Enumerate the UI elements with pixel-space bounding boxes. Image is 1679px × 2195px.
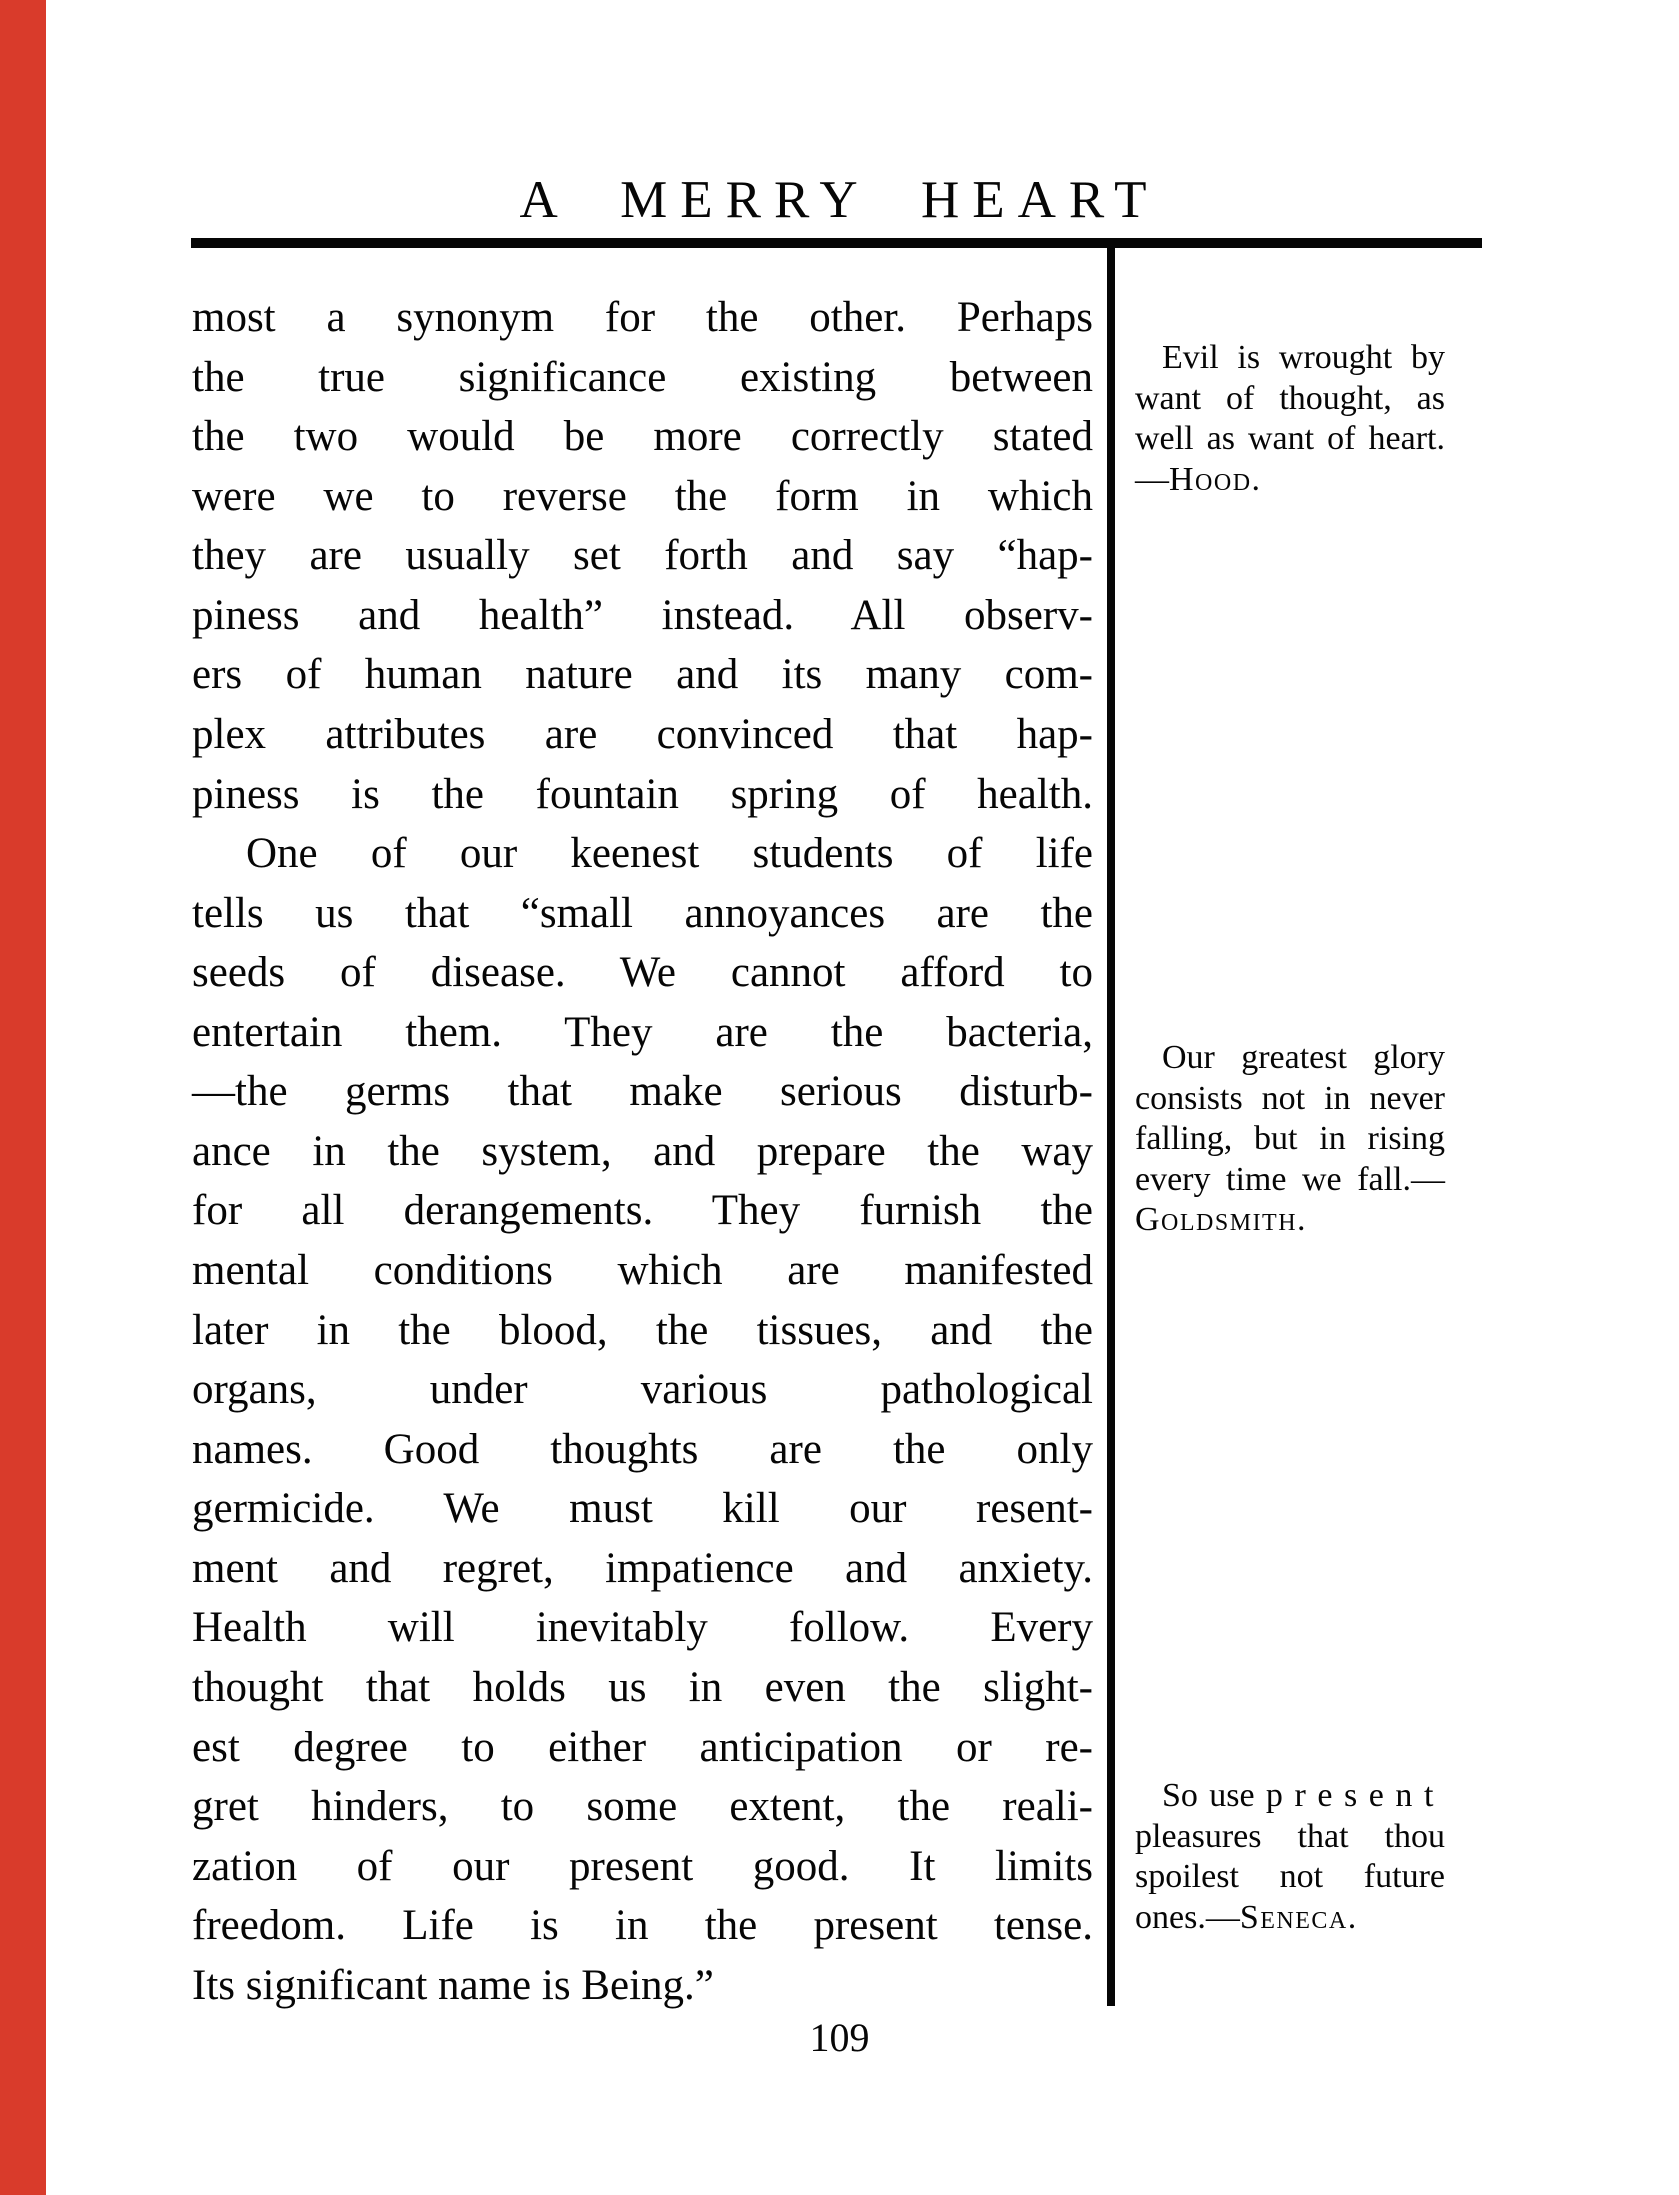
- quote-line: [1135, 1119, 1445, 1160]
- body-line: names. Good thoughts are the only: [192, 1425, 1093, 1473]
- title-rule: [191, 238, 1482, 248]
- body-line: later in the blood, the tissues, and the: [192, 1306, 1093, 1354]
- body-line: freedom. Life is in the present tense.: [192, 1902, 1093, 1950]
- body-line: tells us that “small annoyances are the: [192, 889, 1093, 937]
- body-line: ers of human nature and its many com-: [192, 651, 1093, 699]
- body-line: piness is the fountain spring of health.: [192, 770, 1093, 818]
- quote-text-segment: Hood.: [1169, 460, 1262, 498]
- quote-text-segment: Our greatest glory: [1162, 1039, 1445, 1076]
- scan-edge-red-strip: [0, 0, 46, 2195]
- quote-text-segment: spoilest not future: [1135, 1858, 1445, 1895]
- body-line: seeds of disease. We cannot afford to: [192, 949, 1093, 997]
- body-column: [192, 288, 1093, 2015]
- body-line: gret hinders, to some extent, the reali-: [192, 1783, 1093, 1831]
- quote-line: [1135, 419, 1445, 460]
- body-line: were we to reverse the form in which: [192, 472, 1093, 520]
- body-line: ance in the system, and prepare the way: [192, 1127, 1093, 1175]
- body-line: the true significance existing between: [192, 353, 1093, 401]
- body-line: Health will inevitably follow. Every: [192, 1604, 1093, 1652]
- body-line: zation of our present good. It limits: [192, 1842, 1093, 1890]
- body-line: One of our keenest students of life: [246, 830, 1093, 878]
- quote-text-segment: falling, but in rising: [1135, 1120, 1445, 1157]
- quote-text-segment: ones.—: [1135, 1898, 1240, 1936]
- body-line: mental conditions which are manifested: [192, 1247, 1093, 1294]
- body-line: ment and regret, impatience and anxiety.: [192, 1544, 1093, 1592]
- body-line: for all derangements. They furnish the: [192, 1187, 1093, 1235]
- body-line: —the germs that make serious disturb-: [192, 1068, 1093, 1116]
- quote-block-hood: [1135, 338, 1445, 500]
- quote-text-segment: want of thought, as: [1135, 379, 1445, 417]
- quote-text-segment: every time we fall.—: [1135, 1160, 1445, 1198]
- quote-text-segment: Evil is wrought by: [1162, 339, 1445, 376]
- quote-block-goldsmith: [1135, 1038, 1445, 1241]
- body-line: piness and health” instead. All observ-: [192, 591, 1093, 639]
- quote-text-segment: —: [1135, 460, 1169, 498]
- quote-text-segment: Goldsmith.: [1135, 1201, 1308, 1238]
- quote-line: [1135, 1038, 1445, 1079]
- quote-line: [1135, 1200, 1445, 1241]
- quote-line: [1135, 1817, 1445, 1858]
- quote-text-segment: consists not in never: [1135, 1079, 1445, 1117]
- quote-text-segment: present: [1265, 1777, 1445, 1814]
- quote-line: [1135, 1079, 1445, 1120]
- body-line: germicide. We must kill our resent-: [192, 1485, 1093, 1533]
- quote-line: [1135, 1857, 1445, 1898]
- quote-text-segment: So use: [1162, 1777, 1266, 1814]
- page-title: A MERRY HEART: [519, 171, 1160, 229]
- body-line: entertain them. They are the bacteria,: [192, 1008, 1093, 1056]
- body-line: Its significant name is Being.”: [192, 1961, 714, 2009]
- quote-text-segment: well as want of heart.: [1135, 420, 1445, 457]
- quote-line: [1135, 460, 1445, 501]
- quote-text-segment: Seneca.: [1239, 1898, 1358, 1936]
- body-line: est degree to either anticipation or re-: [192, 1723, 1093, 1771]
- body-line: the two would be more correctly stated: [192, 413, 1093, 461]
- page-number: 109: [809, 2015, 870, 2060]
- body-line: they are usually set forth and say “hap-: [192, 532, 1093, 580]
- quote-line: [1135, 1898, 1445, 1939]
- quote-line: [1135, 379, 1445, 420]
- quote-line: [1135, 1160, 1445, 1201]
- quote-block-seneca: [1135, 1776, 1445, 1938]
- body-line: most a synonym for the other. Perhaps: [192, 294, 1093, 341]
- quote-line: [1135, 338, 1445, 379]
- quote-text-segment: pleasures that thou: [1135, 1817, 1445, 1855]
- body-line: thought that holds us in even the slight-: [192, 1663, 1093, 1711]
- body-line: plex attributes are convinced that hap-: [192, 710, 1093, 758]
- quote-line: [1135, 1776, 1445, 1817]
- body-line: organs, under various pathological: [192, 1366, 1093, 1414]
- column-divider-rule: [1107, 246, 1115, 2006]
